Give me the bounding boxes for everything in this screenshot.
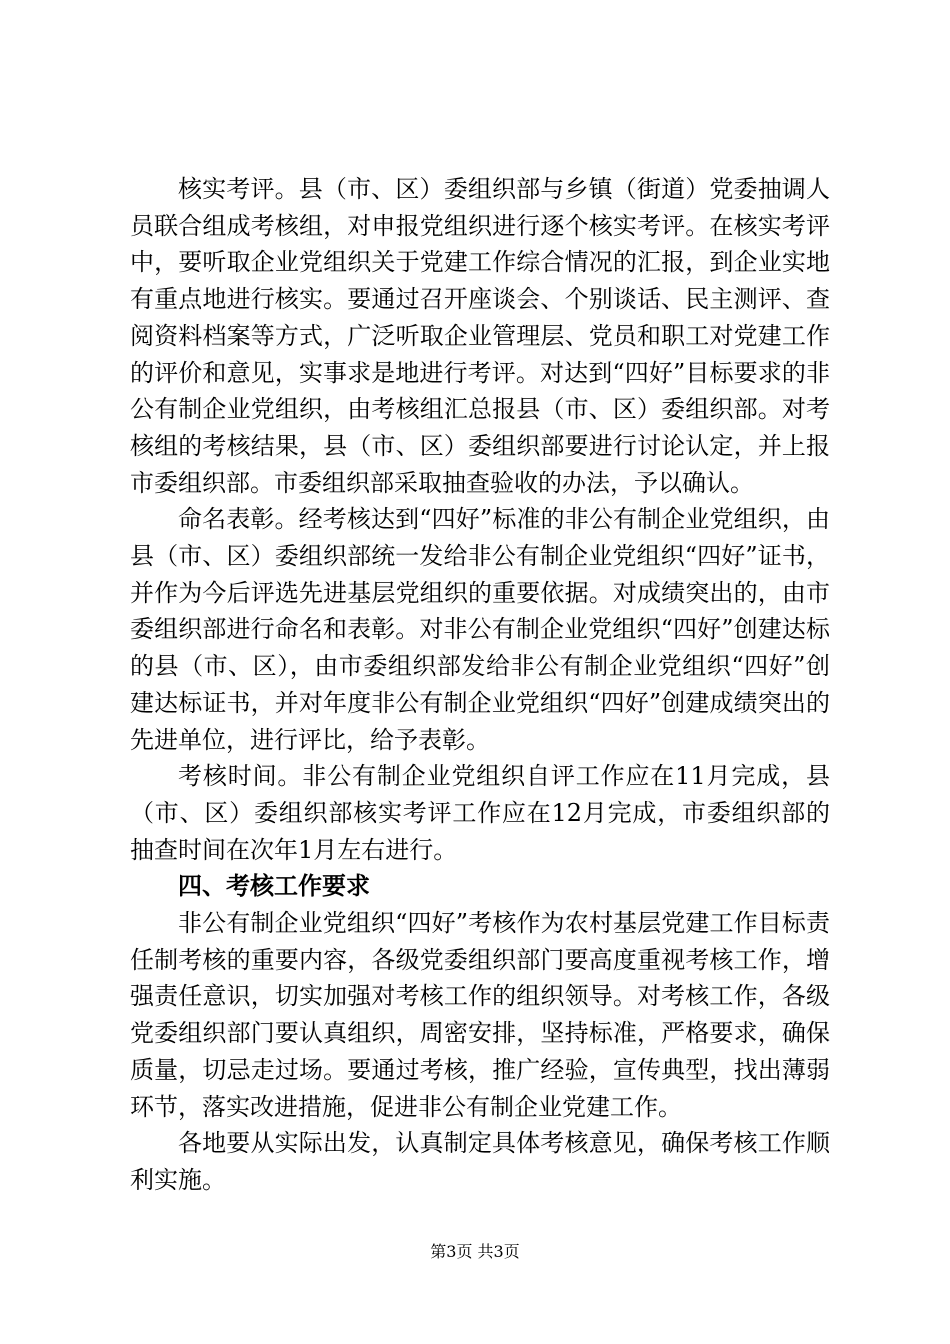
paragraph-review-timing: 考核时间。非公有制企业党组织自评工作应在11月完成，县（市、区）委组织部核实考评工作应在12月完成，市委组织部的抽查时间在次年1月左右进行。 <box>130 762 830 864</box>
paragraph-verification-review: 核实考评。县（市、区）委组织部与乡镇（街道）党委抽调人员联合组成考核组，对申报党组织进行逐个核实考评。在核实考评中，要听取企业党组织关于党建工作综合情况的汇报，到企业实地有重点地进行核实。要通过召开座谈会、个别谈话、民主测评、查阅资料档案等方式，广泛听取企业管理层、党员和职工对党建工作的评价和意见，实事求是地进行考评。对达到“四好”目标要求的非公有制企业党组织，由考核组汇总报县（市、区）委组织部。对考核组的考核结果，县（市、区）委组织部要进行讨论认定，并上报市委组织部。市委组织部采取抽查验收的办法，予以确认。 <box>130 175 830 497</box>
paragraph-implementation: 各地要从实际出发，认真制定具体考核意见，确保考核工作顺利实施。 <box>130 1129 830 1194</box>
section-heading: 四、考核工作要求 <box>178 871 370 901</box>
document-body <box>130 171 830 1199</box>
page-footer: 第3页 共3页 <box>430 1242 520 1261</box>
paragraph-work-requirements: 非公有制企业党组织“四好”考核作为农村基层党建工作目标责任制考核的重要内容，各级党委组织部门要高度重视考核工作，增强责任意识，切实加强对考核工作的组织领导。对考核工作，各级党委组织部门要认真组织，周密安排，坚持标准，严格要求，确保质量，切忌走过场。要通过考核，推广经验，宣传典型，找出薄弱环节，落实改进措施，促进非公有制企业党建工作。 <box>130 909 830 1121</box>
paragraph-naming-commendation: 命名表彰。经考核达到“四好”标准的非公有制企业党组织，由县（市、区）委组织部统一发给非公有制企业党组织“四好”证书，并作为今后评选先进基层党组织的重要依据。对成绩突出的，由市委组织部进行命名和表彰。对非公有制企业党组织“四好”创建达标的县（市、区），由市委组织部发给非公有制企业党组织“四好”创建达标证书，并对年度非公有制企业党组织“四好”创建成绩突出的先进单位，进行评比，给予表彰。 <box>130 505 830 754</box>
